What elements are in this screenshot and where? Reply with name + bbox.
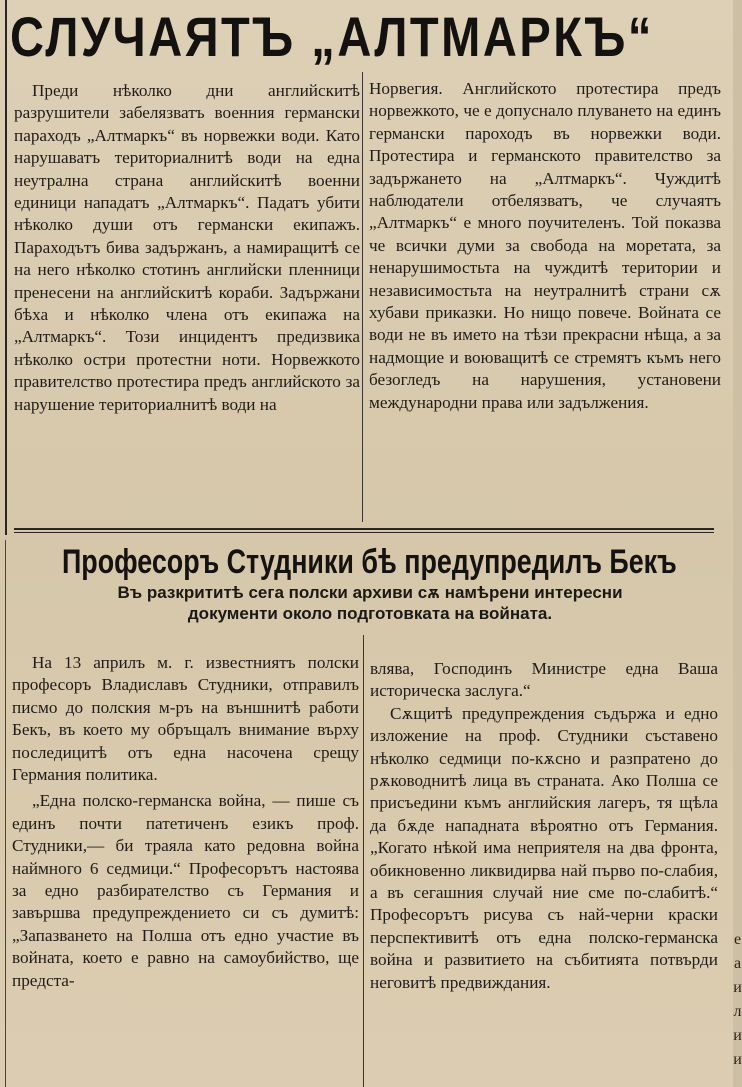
margin-letter: и	[733, 1051, 742, 1068]
article2-col1-paragraph-1: На 13 априлъ м. г. известниятъ полски професоръ Владиславъ Студники, отправилъ писмо до полския м-ръ на външнитѣ работи Бекъ, въ което му обръщалъ внимание върху последицитѣ отъ една насочена срещу Германия политика.	[12, 653, 359, 785]
article2-subhead-line-2: документи около подготовката на войната.	[187, 604, 553, 623]
article1-column-1	[14, 80, 360, 416]
column-divider-lower	[363, 635, 364, 1087]
margin-letter: а	[733, 955, 742, 972]
article1-col2-text: Норвегия. Английското протестира предъ норвежкото, че е допуснало плуването на единъ германски пароходъ въ норвежки води. Протестира и германското правителство за задържането на „Алтмаркъ“. Чуждитѣ наблюдатели отбелязватъ, че случаятъ „Алтмаркъ“ е много поучителенъ. Той показва че всички думи за свобода на моретата, за ненарушимостьта на чуждитѣ територии и независимостьта на неутралнитѣ страни сѫ хубави приказки. Но нищо повече. Войната се води не въ името на тѣзи прекрасни нѣща, а за надмощие и воюващитѣ се стремятъ къмъ него безогледъ на нарушения, установени международни права или задължения.	[369, 79, 721, 412]
section-rule-thin	[14, 532, 714, 533]
right-margin-fragments	[733, 640, 742, 1072]
margin-letter: л	[733, 1003, 742, 1020]
margin-letter: е	[733, 931, 742, 948]
article2-column-1	[12, 652, 359, 992]
margin-letter: и	[733, 1027, 742, 1044]
column-divider	[362, 72, 363, 522]
article2-column-2	[370, 658, 718, 994]
article2-col1-paragraph-2: „Една полско-германска война, — пише съ единъ почти патетиченъ езикъ проф. Студники,— би траяла като редовна война наймного 6 седмици.“ Професорътъ настоява за едно разбирателство съ Германия и завършва предупреждението си съ думитѣ: „Запазването на Полша отъ едно участие въ войната, което е равно на самоубийство, ще предста-	[12, 791, 359, 990]
article2-subheadline	[14, 582, 726, 624]
article1-headline: СЛУЧАЯТЪ „АЛТМАРКЪ“	[10, 5, 654, 68]
left-column-rule-lower	[5, 540, 6, 1087]
article2-col2-paragraph-2: Сѫщитѣ предупреждения съдържа и едно изложение на проф. Студники съставено нѣколко седмици по-кѫсно и разпратено до рѫководнитѣ лица въ страната. Ако Полша се присъедини къмъ английския лагеръ, тя щѣла да бѫде нападната вѣроятно отъ Германия. „Когато нѣкой има неприятеля на два фронта, обикновенно ликвидирва най първо по-слабия, а въ сегашния случай ние сме по-слабитѣ.“ Професорътъ рисува съ най-черни краски перспективитѣ отъ една полско-германска война и развитието на събитията потвърди неговитѣ предвиждания.	[370, 703, 718, 992]
left-column-rule	[5, 0, 7, 535]
section-rule	[14, 528, 714, 530]
article1-column-2	[369, 78, 721, 414]
article2-headline: Професоръ Студники бѣ предупредилъ Бекъ	[62, 543, 677, 581]
article2-col2-paragraph-1: влява, Господинъ Министре една Ваша историческа заслуга.“	[370, 659, 718, 701]
article2-subhead-line-1: Въ разкрититѣ сега полски архиви сѫ намѣрени интересни	[117, 583, 623, 602]
margin-letter: и	[733, 979, 742, 996]
article1-col1-text: Преди нѣколко дни английскитѣ разрушители забелязватъ военния германски параходъ „Алтмаркъ“ въ норвежки води. Като нарушаватъ териториалнитѣ води на една неутрална страна английскитѣ военни единици нападатъ „Алтмаркъ“. Падатъ убити нѣколко души отъ германски екипажъ. Параходътъ бива задържанъ, а намиращитѣ се на него нѣколко стотинъ английски пленници пренесени на английскитѣ кораби. Задържани бѣха и нѣколко члена отъ екипажа на „Алтмаркъ“. Този инцидентъ предизвика нѣколко остри протестни ноти. Норвежкото правителство протестира предъ английското за нарушение териториалнитѣ води на	[14, 81, 360, 414]
